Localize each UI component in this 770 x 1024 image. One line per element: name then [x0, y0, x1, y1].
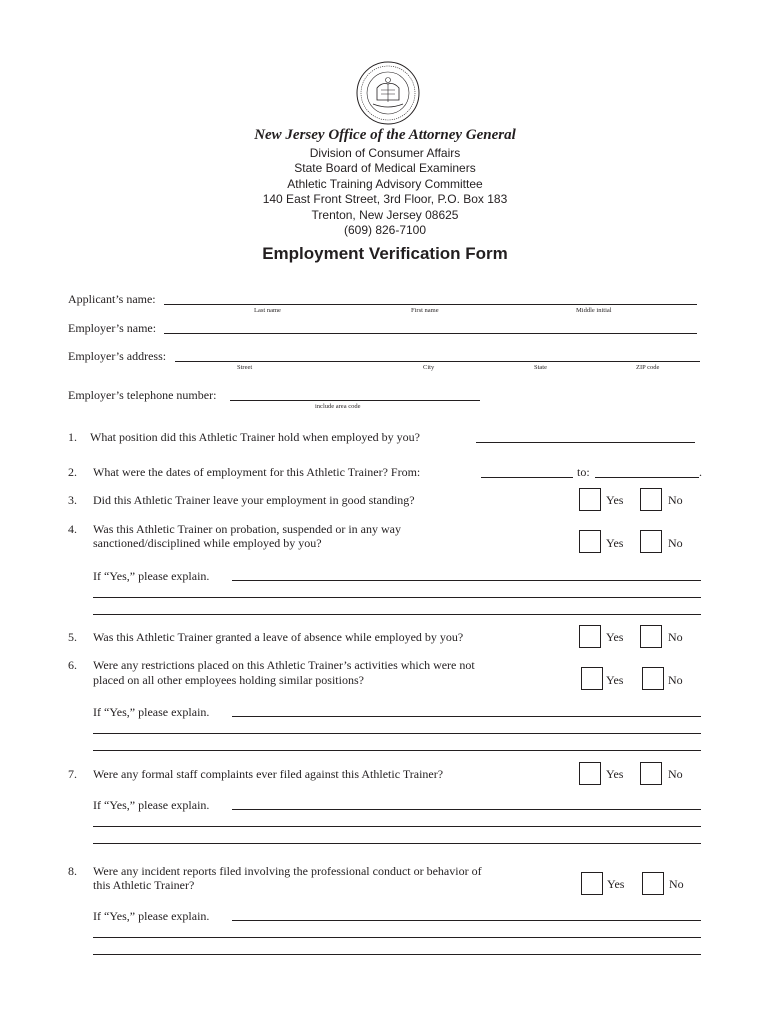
- q6-explain-line-3[interactable]: [93, 750, 701, 751]
- q5-yes-checkbox[interactable]: [579, 625, 601, 648]
- employer-phone-label: Employer’s telephone number:: [68, 388, 217, 402]
- q8-number: 8.: [68, 864, 77, 878]
- employer-address-field[interactable]: [175, 361, 700, 362]
- q8-explain-label: If “Yes,” please explain.: [93, 909, 210, 923]
- q1-text: What position did this Athletic Trainer hold when employed by you?: [90, 430, 420, 444]
- q7-number: 7.: [68, 767, 77, 781]
- q3-yes-label: Yes: [606, 493, 624, 507]
- q2-from-field[interactable]: [481, 477, 573, 478]
- q4-no-label: No: [668, 536, 683, 550]
- q2-end-period: .: [699, 465, 702, 479]
- last-name-caption: Last name: [254, 307, 281, 314]
- q4-yes-label: Yes: [606, 536, 624, 550]
- employer-address-label: Employer’s address:: [68, 349, 167, 363]
- q6-number: 6.: [68, 658, 77, 672]
- q2-to-label: to:: [577, 465, 590, 479]
- q8-explain-line-1[interactable]: [232, 920, 701, 921]
- q2-to-field[interactable]: [595, 477, 699, 478]
- q5-text: Was this Athletic Trainer granted a leave of absence while employed by you?: [93, 630, 464, 644]
- q6-explain-label: If “Yes,” please explain.: [93, 705, 210, 719]
- q8-no-label: No: [669, 877, 684, 891]
- state-caption: State: [534, 364, 547, 371]
- city-caption: City: [423, 364, 435, 371]
- header-line-phone: (609) 826-7100: [343, 223, 427, 237]
- q4-explain-line-3[interactable]: [93, 614, 701, 615]
- q8-yes-label: Yes: [607, 877, 625, 891]
- q7-explain-label: If “Yes,” please explain.: [93, 798, 210, 812]
- q3-number: 3.: [68, 493, 77, 507]
- q7-explain-line-3[interactable]: [93, 843, 701, 844]
- state-seal-logo: [355, 60, 421, 126]
- q4-explain-label: If “Yes,” please explain.: [93, 569, 210, 583]
- q4-number: 4.: [68, 522, 77, 536]
- q2-number: 2.: [68, 465, 77, 479]
- q7-explain-line-1[interactable]: [232, 809, 701, 810]
- q3-text: Did this Athletic Trainer leave your employment in good standing?: [93, 493, 415, 507]
- q8-yes-checkbox[interactable]: [581, 872, 603, 895]
- area-code-caption: include area code: [315, 403, 361, 410]
- q3-yes-checkbox[interactable]: [579, 488, 601, 511]
- q7-no-checkbox[interactable]: [640, 762, 662, 785]
- q4-explain-line-2[interactable]: [93, 597, 701, 598]
- q3-no-checkbox[interactable]: [640, 488, 662, 511]
- q1-number: 1.: [68, 430, 77, 444]
- zip-caption: ZIP code: [636, 364, 660, 371]
- header-line-board: State Board of Medical Examiners: [294, 161, 476, 175]
- employer-name-field[interactable]: [164, 333, 697, 334]
- q4-yes-checkbox[interactable]: [579, 530, 601, 553]
- q3-no-label: No: [668, 493, 683, 507]
- q8-no-checkbox[interactable]: [642, 872, 664, 895]
- q5-number: 5.: [68, 630, 77, 644]
- q4-text-line2: sanctioned/disciplined while employed by you?: [93, 536, 322, 550]
- q7-no-label: No: [668, 767, 683, 781]
- applicant-name-label: Applicant’s name:: [68, 292, 156, 306]
- q1-answer-field[interactable]: [476, 442, 695, 443]
- q6-yes-checkbox[interactable]: [581, 667, 603, 690]
- applicant-name-field[interactable]: [164, 304, 697, 305]
- agency-name: New Jersey Office of the Attorney General: [254, 127, 516, 143]
- first-name-caption: First name: [411, 307, 439, 314]
- header-line-address: 140 East Front Street, 3rd Floor, P.O. Box 183: [262, 192, 508, 206]
- employer-name-label: Employer’s name:: [68, 321, 157, 335]
- q8-explain-line-2[interactable]: [93, 937, 701, 938]
- q4-explain-line-1[interactable]: [232, 580, 701, 581]
- header-line-committee: Athletic Training Advisory Committee: [287, 177, 483, 191]
- q7-yes-checkbox[interactable]: [579, 762, 601, 785]
- q6-text-line1: Were any restrictions placed on this Athletic Trainer’s activities which were not: [93, 658, 475, 672]
- q7-text: Were any formal staff complaints ever filed against this Athletic Trainer?: [93, 767, 444, 781]
- q5-yes-label: Yes: [606, 630, 624, 644]
- q6-no-checkbox[interactable]: [642, 667, 664, 690]
- q6-text-line2: placed on all other employees holding similar positions?: [93, 673, 364, 687]
- form-title: Employment Verification Form: [262, 244, 508, 263]
- q5-no-checkbox[interactable]: [640, 625, 662, 648]
- q8-text-line2: this Athletic Trainer?: [93, 878, 195, 892]
- q4-text-line1: Was this Athletic Trainer on probation, suspended or in any way: [93, 522, 401, 536]
- q6-yes-label: Yes: [606, 673, 624, 687]
- q2-text: What were the dates of employment for this Athletic Trainer? From:: [93, 465, 421, 479]
- q6-no-label: No: [668, 673, 683, 687]
- employer-phone-field[interactable]: [230, 400, 480, 401]
- header-line-division: Division of Consumer Affairs: [309, 146, 461, 160]
- q7-explain-line-2[interactable]: [93, 826, 701, 827]
- q7-yes-label: Yes: [606, 767, 624, 781]
- q6-explain-line-1[interactable]: [232, 716, 701, 717]
- q4-no-checkbox[interactable]: [640, 530, 662, 553]
- middle-initial-caption: Middle initial: [576, 307, 612, 314]
- street-caption: Street: [237, 364, 253, 371]
- header-line-city: Trenton, New Jersey 08625: [311, 208, 459, 222]
- q5-no-label: No: [668, 630, 683, 644]
- q6-explain-line-2[interactable]: [93, 733, 701, 734]
- q8-text-line1: Were any incident reports filed involving the professional conduct or behavior of: [93, 864, 482, 878]
- q8-explain-line-3[interactable]: [93, 954, 701, 955]
